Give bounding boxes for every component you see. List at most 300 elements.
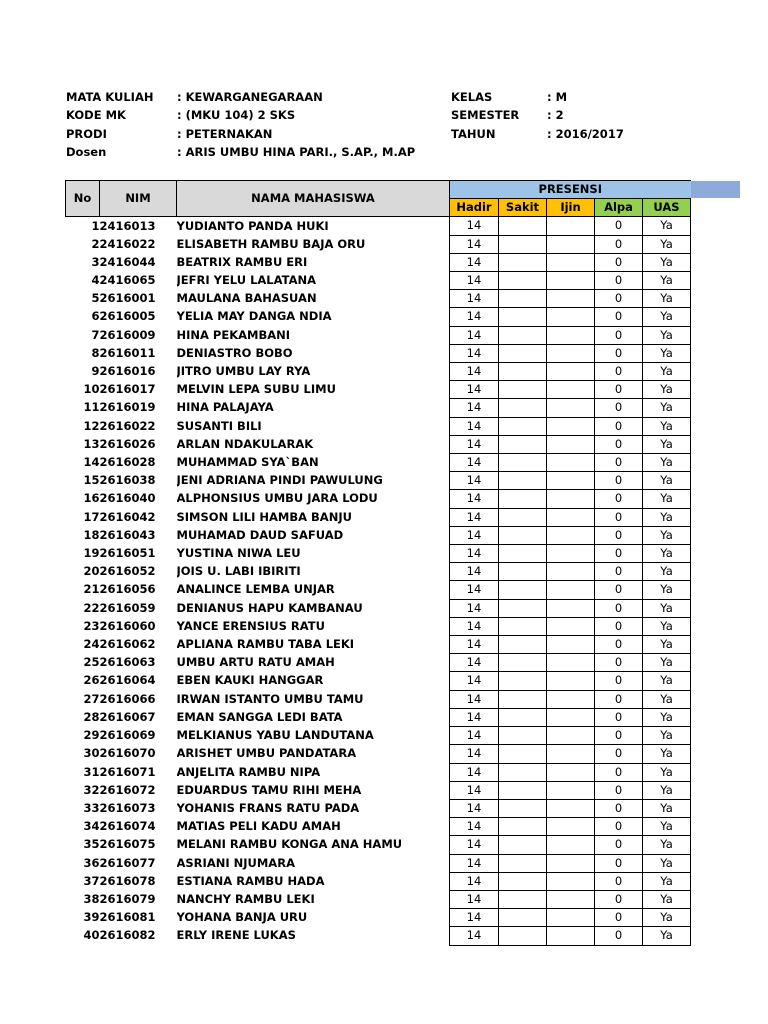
cell-sakit[interactable] <box>499 636 547 654</box>
cell-no[interactable]: 5 <box>91 291 100 306</box>
cell-sakit[interactable] <box>499 545 547 563</box>
cell-nim[interactable]: 2616070 <box>99 746 156 761</box>
cell-ijin[interactable] <box>547 872 595 890</box>
cell-alpa[interactable]: 0 <box>595 545 643 563</box>
cell-nama[interactable]: MAULANA BAHASUAN <box>176 291 317 306</box>
cell-sakit[interactable] <box>499 272 547 290</box>
cell-hadir[interactable]: 14 <box>450 708 499 726</box>
cell-nama[interactable]: JEFRI YELU LALATANA <box>176 273 317 288</box>
cell-no[interactable]: 1 <box>91 218 100 233</box>
cell-nama[interactable]: MATIAS PELI KADU AMAH <box>176 819 341 834</box>
cell-ijin[interactable] <box>547 417 595 435</box>
cell-nama[interactable]: JITRO UMBU LAY RYA <box>176 364 311 379</box>
cell-sakit[interactable] <box>499 763 547 781</box>
cell-no[interactable]: 30 <box>83 746 100 761</box>
cell-hadir[interactable]: 14 <box>450 617 499 635</box>
cell-ijin[interactable] <box>547 708 595 726</box>
cell-no[interactable]: 12 <box>83 418 100 433</box>
cell-ijin[interactable] <box>547 472 595 490</box>
cell-sakit[interactable] <box>499 854 547 872</box>
cell-uas[interactable]: Ya <box>643 472 691 490</box>
cell-ijin[interactable] <box>547 272 595 290</box>
cell-uas[interactable]: Ya <box>643 272 691 290</box>
cell-ijin[interactable] <box>547 581 595 599</box>
cell-hadir[interactable]: 14 <box>450 454 499 472</box>
cell-alpa[interactable]: 0 <box>595 326 643 344</box>
cell-sakit[interactable] <box>499 617 547 635</box>
cell-ijin[interactable] <box>547 672 595 690</box>
cell-alpa[interactable]: 0 <box>595 435 643 453</box>
cell-hadir[interactable]: 14 <box>450 326 499 344</box>
cell-alpa[interactable]: 0 <box>595 636 643 654</box>
cell-alpa[interactable]: 0 <box>595 708 643 726</box>
cell-no[interactable]: 27 <box>83 691 100 706</box>
cell-alpa[interactable]: 0 <box>595 526 643 544</box>
cell-uas[interactable]: Ya <box>643 344 691 362</box>
cell-ijin[interactable] <box>547 927 595 945</box>
cell-no[interactable]: 36 <box>83 855 100 870</box>
cell-ijin[interactable] <box>547 654 595 672</box>
cell-nama[interactable]: IRWAN ISTANTO UMBU TAMU <box>176 691 364 706</box>
cell-hadir[interactable]: 14 <box>450 235 499 253</box>
cell-ijin[interactable] <box>547 308 595 326</box>
cell-hadir[interactable]: 14 <box>450 636 499 654</box>
cell-sakit[interactable] <box>499 472 547 490</box>
cell-alpa[interactable]: 0 <box>595 818 643 836</box>
cell-sakit[interactable] <box>499 344 547 362</box>
cell-hadir[interactable]: 14 <box>450 253 499 271</box>
cell-alpa[interactable]: 0 <box>595 472 643 490</box>
cell-alpa[interactable]: 0 <box>595 690 643 708</box>
col-header-no[interactable]: No <box>66 181 100 217</box>
cell-sakit[interactable] <box>499 909 547 927</box>
cell-alpa[interactable]: 0 <box>595 272 643 290</box>
cell-sakit[interactable] <box>499 581 547 599</box>
cell-nim[interactable]: 2616059 <box>99 600 156 615</box>
cell-nim[interactable]: 2616011 <box>99 345 156 360</box>
cell-nim[interactable]: 2616042 <box>99 509 156 524</box>
cell-uas[interactable]: Ya <box>643 508 691 526</box>
cell-nama[interactable]: EBEN KAUKI HANGGAR <box>176 673 324 688</box>
cell-sakit[interactable] <box>499 417 547 435</box>
cell-alpa[interactable]: 0 <box>595 799 643 817</box>
cell-uas[interactable]: Ya <box>643 836 691 854</box>
cell-no[interactable]: 38 <box>83 891 100 906</box>
cell-ijin[interactable] <box>547 399 595 417</box>
cell-ijin[interactable] <box>547 381 595 399</box>
cell-nama[interactable]: EMAN SANGGA LEDI BATA <box>176 709 343 724</box>
cell-ijin[interactable] <box>547 526 595 544</box>
cell-sakit[interactable] <box>499 745 547 763</box>
cell-uas[interactable]: Ya <box>643 818 691 836</box>
cell-sakit[interactable] <box>499 508 547 526</box>
cell-nama[interactable]: ELISABETH RAMBU BAJA ORU <box>176 236 366 251</box>
cell-uas[interactable]: Ya <box>643 417 691 435</box>
cell-uas[interactable]: Ya <box>643 708 691 726</box>
cell-hadir[interactable]: 14 <box>450 745 499 763</box>
cell-no[interactable]: 26 <box>83 673 100 688</box>
cell-ijin[interactable] <box>547 690 595 708</box>
cell-hadir[interactable]: 14 <box>450 727 499 745</box>
cell-uas[interactable]: Ya <box>643 435 691 453</box>
cell-alpa[interactable]: 0 <box>595 290 643 308</box>
cell-nim[interactable]: 2416022 <box>99 236 156 251</box>
cell-nim[interactable]: 2616017 <box>99 382 156 397</box>
cell-alpa[interactable]: 0 <box>595 454 643 472</box>
cell-no[interactable]: 25 <box>83 655 100 670</box>
col-header-presensi[interactable]: PRESENSI <box>450 181 691 199</box>
cell-nama[interactable]: BEATRIX RAMBU ERI <box>176 254 308 269</box>
cell-sakit[interactable] <box>499 799 547 817</box>
cell-alpa[interactable]: 0 <box>595 763 643 781</box>
cell-ijin[interactable] <box>547 490 595 508</box>
col-header-ijin[interactable]: Ijin <box>547 199 595 217</box>
cell-no[interactable]: 20 <box>83 564 100 579</box>
cell-nim[interactable]: 2416013 <box>99 218 156 233</box>
cell-nama[interactable]: JOIS U. LABI IBIRITI <box>176 564 301 579</box>
cell-nama[interactable]: ESTIANA RAMBU HADA <box>176 873 325 888</box>
cell-nim[interactable]: 2616063 <box>99 655 156 670</box>
cell-ijin[interactable] <box>547 727 595 745</box>
cell-uas[interactable]: Ya <box>643 690 691 708</box>
cell-no[interactable]: 7 <box>91 327 100 342</box>
cell-uas[interactable]: Ya <box>643 799 691 817</box>
cell-sakit[interactable] <box>499 563 547 581</box>
cell-nama[interactable]: SUSANTI BILI <box>176 418 262 433</box>
cell-nama[interactable]: HINA PALAJAYA <box>176 400 274 415</box>
cell-no[interactable]: 3 <box>91 254 100 269</box>
cell-hadir[interactable]: 14 <box>450 909 499 927</box>
cell-no[interactable]: 4 <box>91 273 100 288</box>
cell-sakit[interactable] <box>499 818 547 836</box>
col-header-nim[interactable]: NIM <box>100 181 177 217</box>
cell-ijin[interactable] <box>547 217 595 235</box>
cell-alpa[interactable]: 0 <box>595 363 643 381</box>
cell-sakit[interactable] <box>499 526 547 544</box>
cell-nim[interactable]: 2416065 <box>99 273 156 288</box>
cell-nama[interactable]: MUHAMMAD SYA`BAN <box>176 455 319 470</box>
cell-no[interactable]: 37 <box>83 873 100 888</box>
cell-nim[interactable]: 2616082 <box>99 928 156 943</box>
col-header-uas[interactable]: UAS <box>643 199 691 217</box>
cell-uas[interactable]: Ya <box>643 781 691 799</box>
cell-hadir[interactable]: 14 <box>450 672 499 690</box>
cell-nim[interactable]: 2616078 <box>99 873 156 888</box>
cell-uas[interactable]: Ya <box>643 326 691 344</box>
cell-hadir[interactable]: 14 <box>450 526 499 544</box>
cell-ijin[interactable] <box>547 636 595 654</box>
cell-nim[interactable]: 2616075 <box>99 837 156 852</box>
cell-nim[interactable]: 2616016 <box>99 364 156 379</box>
cell-no[interactable]: 28 <box>83 709 100 724</box>
cell-ijin[interactable] <box>547 253 595 271</box>
cell-uas[interactable]: Ya <box>643 545 691 563</box>
cell-nim[interactable]: 2616074 <box>99 819 156 834</box>
cell-nama[interactable]: ANJELITA RAMBU NIPA <box>176 764 321 779</box>
cell-nim[interactable]: 2616072 <box>99 782 156 797</box>
cell-uas[interactable]: Ya <box>643 854 691 872</box>
cell-ijin[interactable] <box>547 454 595 472</box>
cell-hadir[interactable]: 14 <box>450 344 499 362</box>
cell-uas[interactable]: Ya <box>643 253 691 271</box>
cell-nim[interactable]: 2616064 <box>99 673 156 688</box>
cell-uas[interactable]: Ya <box>643 454 691 472</box>
cell-sakit[interactable] <box>499 454 547 472</box>
cell-alpa[interactable]: 0 <box>595 399 643 417</box>
cell-alpa[interactable]: 0 <box>595 581 643 599</box>
cell-hadir[interactable]: 14 <box>450 654 499 672</box>
cell-alpa[interactable]: 0 <box>595 890 643 908</box>
cell-nim[interactable]: 2616069 <box>99 728 156 743</box>
cell-uas[interactable]: Ya <box>643 235 691 253</box>
cell-alpa[interactable]: 0 <box>595 599 643 617</box>
cell-no[interactable]: 11 <box>83 400 100 415</box>
cell-nama[interactable]: ERLY IRENE LUKAS <box>176 928 296 943</box>
cell-ijin[interactable] <box>547 799 595 817</box>
cell-no[interactable]: 6 <box>91 309 100 324</box>
cell-hadir[interactable]: 14 <box>450 363 499 381</box>
cell-no[interactable]: 15 <box>83 473 100 488</box>
cell-alpa[interactable]: 0 <box>595 872 643 890</box>
cell-uas[interactable]: Ya <box>643 872 691 890</box>
cell-ijin[interactable] <box>547 599 595 617</box>
cell-nim[interactable]: 2616066 <box>99 691 156 706</box>
cell-nama[interactable]: NANCHY RAMBU LEKI <box>176 891 315 906</box>
cell-uas[interactable]: Ya <box>643 654 691 672</box>
cell-alpa[interactable]: 0 <box>595 836 643 854</box>
cell-nim[interactable]: 2616038 <box>99 473 156 488</box>
cell-no[interactable]: 17 <box>83 509 100 524</box>
cell-alpa[interactable]: 0 <box>595 417 643 435</box>
cell-no[interactable]: 39 <box>83 910 100 925</box>
cell-sakit[interactable] <box>499 308 547 326</box>
cell-ijin[interactable] <box>547 344 595 362</box>
cell-nim[interactable]: 2616001 <box>99 291 156 306</box>
cell-alpa[interactable]: 0 <box>595 727 643 745</box>
cell-uas[interactable]: Ya <box>643 581 691 599</box>
cell-ijin[interactable] <box>547 617 595 635</box>
cell-ijin[interactable] <box>547 326 595 344</box>
cell-uas[interactable]: Ya <box>643 927 691 945</box>
cell-sakit[interactable] <box>499 326 547 344</box>
cell-nama[interactable]: YUDIANTO PANDA HUKI <box>176 218 329 233</box>
cell-uas[interactable]: Ya <box>643 308 691 326</box>
col-header-nama[interactable]: NAMA MAHASISWA <box>177 181 450 217</box>
cell-sakit[interactable] <box>499 836 547 854</box>
cell-hadir[interactable]: 14 <box>450 435 499 453</box>
cell-nim[interactable]: 2616067 <box>99 709 156 724</box>
cell-uas[interactable]: Ya <box>643 617 691 635</box>
cell-alpa[interactable]: 0 <box>595 308 643 326</box>
cell-nim[interactable]: 2616043 <box>99 527 156 542</box>
cell-no[interactable]: 34 <box>83 819 100 834</box>
col-header-alpa[interactable]: Alpa <box>595 199 643 217</box>
cell-sakit[interactable] <box>499 690 547 708</box>
cell-nama[interactable]: DENIANUS HAPU KAMBANAU <box>176 600 363 615</box>
cell-nama[interactable]: MELANI RAMBU KONGA ANA HAMU <box>176 837 403 852</box>
cell-hadir[interactable]: 14 <box>450 581 499 599</box>
cell-no[interactable]: 19 <box>83 546 100 561</box>
cell-uas[interactable]: Ya <box>643 763 691 781</box>
cell-hadir[interactable]: 14 <box>450 308 499 326</box>
cell-nama[interactable]: ARLAN NDAKULARAK <box>176 436 314 451</box>
cell-nim[interactable]: 2416044 <box>99 254 156 269</box>
cell-uas[interactable]: Ya <box>643 217 691 235</box>
cell-ijin[interactable] <box>547 763 595 781</box>
cell-uas[interactable]: Ya <box>643 526 691 544</box>
cell-uas[interactable]: Ya <box>643 563 691 581</box>
cell-uas[interactable]: Ya <box>643 909 691 927</box>
cell-nama[interactable]: YUSTINA NIWA LEU <box>176 546 301 561</box>
cell-no[interactable]: 14 <box>83 455 100 470</box>
cell-no[interactable]: 24 <box>83 637 100 652</box>
cell-no[interactable]: 32 <box>83 782 100 797</box>
cell-hadir[interactable]: 14 <box>450 217 499 235</box>
cell-alpa[interactable]: 0 <box>595 381 643 399</box>
cell-hadir[interactable]: 14 <box>450 272 499 290</box>
cell-nama[interactable]: ARISHET UMBU PANDATARA <box>176 746 357 761</box>
cell-nim[interactable]: 2616026 <box>99 436 156 451</box>
cell-ijin[interactable] <box>547 836 595 854</box>
cell-no[interactable]: 40 <box>83 928 100 943</box>
cell-uas[interactable]: Ya <box>643 745 691 763</box>
cell-uas[interactable]: Ya <box>643 399 691 417</box>
cell-nama[interactable]: SIMSON LILI HAMBA BANJU <box>176 509 352 524</box>
cell-ijin[interactable] <box>547 745 595 763</box>
cell-nim[interactable]: 2616028 <box>99 455 156 470</box>
cell-no[interactable]: 8 <box>91 345 100 360</box>
cell-ijin[interactable] <box>547 508 595 526</box>
cell-hadir[interactable]: 14 <box>450 399 499 417</box>
cell-hadir[interactable]: 14 <box>450 927 499 945</box>
cell-hadir[interactable]: 14 <box>450 781 499 799</box>
cell-ijin[interactable] <box>547 545 595 563</box>
cell-alpa[interactable]: 0 <box>595 253 643 271</box>
cell-sakit[interactable] <box>499 654 547 672</box>
cell-hadir[interactable]: 14 <box>450 290 499 308</box>
cell-alpa[interactable]: 0 <box>595 563 643 581</box>
cell-nama[interactable]: YOHANA BANJA URU <box>176 910 308 925</box>
cell-nim[interactable]: 2616009 <box>99 327 156 342</box>
cell-sakit[interactable] <box>499 872 547 890</box>
cell-nim[interactable]: 2616051 <box>99 546 156 561</box>
cell-nim[interactable]: 2616022 <box>99 418 156 433</box>
cell-no[interactable]: 22 <box>83 600 100 615</box>
cell-alpa[interactable]: 0 <box>595 781 643 799</box>
cell-ijin[interactable] <box>547 435 595 453</box>
cell-nama[interactable]: MUHAMAD DAUD SAFUAD <box>176 527 344 542</box>
cell-uas[interactable]: Ya <box>643 490 691 508</box>
cell-no[interactable]: 16 <box>83 491 100 506</box>
cell-uas[interactable]: Ya <box>643 290 691 308</box>
cell-alpa[interactable]: 0 <box>595 927 643 945</box>
cell-ijin[interactable] <box>547 235 595 253</box>
col-header-hadir[interactable]: Hadir <box>450 199 499 217</box>
cell-hadir[interactable]: 14 <box>450 763 499 781</box>
cell-sakit[interactable] <box>499 399 547 417</box>
cell-hadir[interactable]: 14 <box>450 690 499 708</box>
cell-sakit[interactable] <box>499 435 547 453</box>
cell-uas[interactable]: Ya <box>643 672 691 690</box>
cell-alpa[interactable]: 0 <box>595 909 643 927</box>
cell-no[interactable]: 13 <box>83 436 100 451</box>
cell-nim[interactable]: 2616062 <box>99 637 156 652</box>
cell-no[interactable]: 9 <box>91 364 100 379</box>
cell-sakit[interactable] <box>499 708 547 726</box>
cell-hadir[interactable]: 14 <box>450 872 499 890</box>
cell-sakit[interactable] <box>499 672 547 690</box>
cell-ijin[interactable] <box>547 290 595 308</box>
cell-nama[interactable]: EDUARDUS TAMU RIHI MEHA <box>176 782 362 797</box>
cell-ijin[interactable] <box>547 818 595 836</box>
cell-hadir[interactable]: 14 <box>450 490 499 508</box>
cell-no[interactable]: 18 <box>83 527 100 542</box>
cell-nim[interactable]: 2616005 <box>99 309 156 324</box>
cell-hadir[interactable]: 14 <box>450 854 499 872</box>
cell-nama[interactable]: ASRIANI NJUMARA <box>176 855 295 870</box>
cell-nama[interactable]: YOHANIS FRANS RATU PADA <box>176 800 360 815</box>
cell-nama[interactable]: DENIASTRO BOBO <box>176 345 293 360</box>
cell-ijin[interactable] <box>547 563 595 581</box>
cell-nama[interactable]: YANCE ERENSIUS RATU <box>176 618 325 633</box>
cell-sakit[interactable] <box>499 781 547 799</box>
cell-alpa[interactable]: 0 <box>595 490 643 508</box>
cell-nim[interactable]: 2616081 <box>99 910 156 925</box>
cell-sakit[interactable] <box>499 217 547 235</box>
cell-no[interactable]: 2 <box>91 236 100 251</box>
cell-nama[interactable]: YELIA MAY DANGA NDIA <box>176 309 332 324</box>
cell-nim[interactable]: 2616040 <box>99 491 156 506</box>
cell-sakit[interactable] <box>499 599 547 617</box>
cell-nama[interactable]: MELKIANUS YABU LANDUTANA <box>176 728 374 743</box>
cell-sakit[interactable] <box>499 927 547 945</box>
cell-alpa[interactable]: 0 <box>595 235 643 253</box>
cell-sakit[interactable] <box>499 890 547 908</box>
cell-nim[interactable]: 2616071 <box>99 764 156 779</box>
cell-hadir[interactable]: 14 <box>450 836 499 854</box>
cell-sakit[interactable] <box>499 235 547 253</box>
cell-nim[interactable]: 2616056 <box>99 582 156 597</box>
cell-alpa[interactable]: 0 <box>595 217 643 235</box>
cell-uas[interactable]: Ya <box>643 381 691 399</box>
cell-no[interactable]: 33 <box>83 800 100 815</box>
cell-uas[interactable]: Ya <box>643 890 691 908</box>
cell-hadir[interactable]: 14 <box>450 818 499 836</box>
cell-sakit[interactable] <box>499 381 547 399</box>
cell-uas[interactable]: Ya <box>643 599 691 617</box>
cell-ijin[interactable] <box>547 909 595 927</box>
col-header-sakit[interactable]: Sakit <box>499 199 547 217</box>
cell-hadir[interactable]: 14 <box>450 417 499 435</box>
cell-no[interactable]: 21 <box>83 582 100 597</box>
cell-no[interactable]: 29 <box>83 728 100 743</box>
cell-nama[interactable]: ALPHONSIUS UMBU JARA LODU <box>176 491 378 506</box>
cell-uas[interactable]: Ya <box>643 727 691 745</box>
cell-nama[interactable]: UMBU ARTU RATU AMAH <box>176 655 335 670</box>
cell-sakit[interactable] <box>499 727 547 745</box>
cell-nim[interactable]: 2616079 <box>99 891 156 906</box>
cell-sakit[interactable] <box>499 490 547 508</box>
cell-nama[interactable]: MELVIN LEPA SUBU LIMU <box>176 382 336 397</box>
cell-no[interactable]: 31 <box>83 764 100 779</box>
cell-uas[interactable]: Ya <box>643 636 691 654</box>
cell-hadir[interactable]: 14 <box>450 799 499 817</box>
cell-hadir[interactable]: 14 <box>450 508 499 526</box>
cell-ijin[interactable] <box>547 890 595 908</box>
cell-nama[interactable]: ANALINCE LEMBA UNJAR <box>176 582 335 597</box>
cell-no[interactable]: 35 <box>83 837 100 852</box>
cell-no[interactable]: 23 <box>83 618 100 633</box>
